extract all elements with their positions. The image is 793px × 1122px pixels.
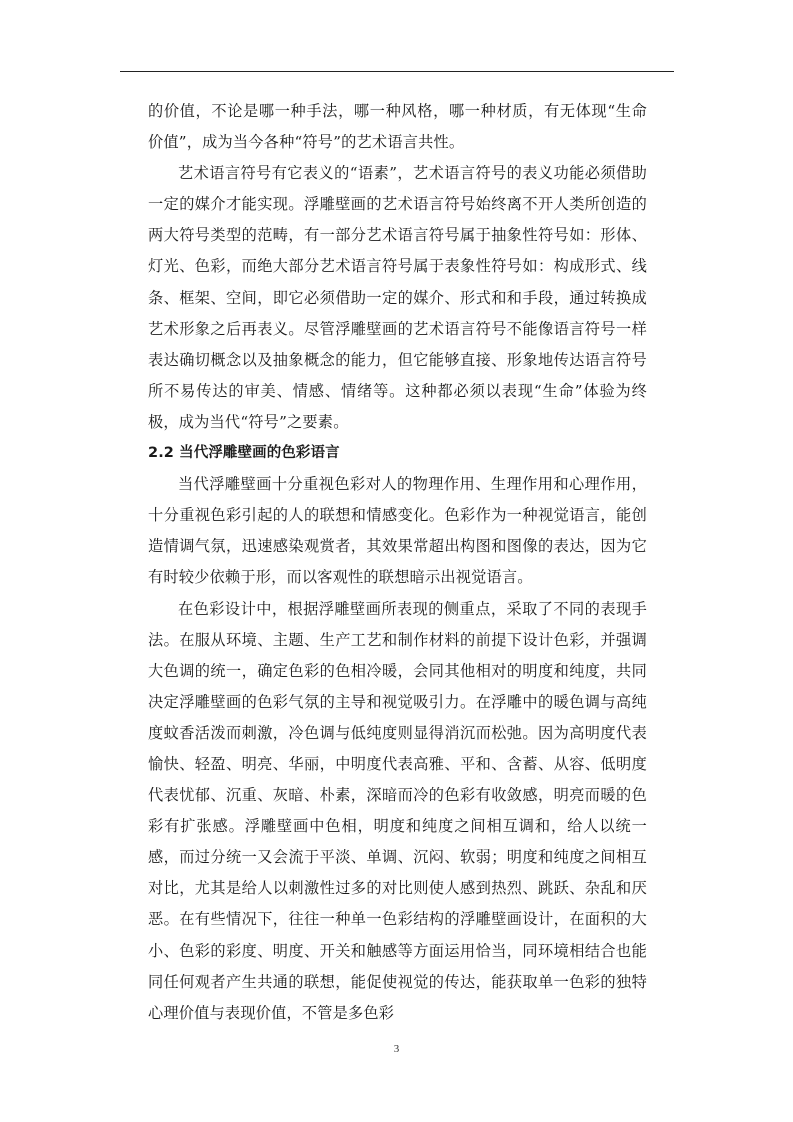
page-number: 3 (393, 1043, 400, 1055)
paragraph-color-design: 在色彩设计中，根据浮雕壁画所表现的侧重点，采取了不同的表现手法。在服从环境、主题、生产工艺和制作材料的前提下设计色彩，并强调大色调的统一，确定色彩的色相冷暖，会同其他相对的明度和纯度，共同决定浮雕壁画的色彩气氛的主导和视觉吸引力。在浮雕中的暖色调与高纯度蚊香活泼而刺激，冷色调与低纯度则显得消沉而松弛。因为高明度代表愉快、轻盈、明亮、华丽，中明度代表高雅、平和、含蓄、从容、低明度代表忧郁、沉重、灰暗、朴素，深暗而冷的色彩有收敛感，明亮而暖的色彩有扩张感。浮雕壁画中色相，明度和纯度之间相互调和，给人以统一感，而过分统一又会流于平淡、单调、沉闷、软弱；明度和纯度之间相互对比，尤其是给人以刺激性过多的对比则使人感到热烈、跳跃、杂乱和厌恶。在有些情况下，往往一种单一色彩结构的浮雕壁画设计，在面积的大小、色彩的彩度、明度、开关和触感等方面运用恰当，同环境相结合也能同任何观者产生共通的联想，能促使视觉的传达，能获取单一色彩的独特心理价值与表现价值，不管是多色彩 (148, 599, 647, 1022)
paragraph-art-language-symbols: 艺术语言符号有它表义的“语素”，艺术语言符号的表义功能必须借助一定的媒介才能实现。浮雕壁画的艺术语言符号始终离不开人类所创造的两大符号类型的范畴，有一部分艺术语言符号属于抽象性符号如：形体、灯光、色彩，而绝大部分艺术语言符号属于表象性符号如：构成形式、线条、框架、空间，即它必须借助一定的媒介、形式和和手段，通过转换成艺术形象之后再表义。尽管浮雕壁画的艺术语言符号不能像语言符号一样表达确切概念以及抽象概念的能力，但它能够直接、形象地传达语言符号所不易传达的审美、情感、情绪等。这种都必须以表现“生命”体验为终极，成为当代“符号”之要素。 (148, 164, 647, 431)
body-text (148, 96, 647, 1029)
section-heading: 2.2 当代浮雕壁画的色彩语言 (148, 445, 340, 462)
paragraph-color-importance: 当代浮雕壁画十分重视色彩对人的物理作用、生理作用和心理作用，十分重视色彩引起的人的联想和情感变化。色彩作为一种视觉语言，能创造情调气氛，迅速感染观赏者，其效果常超出构图和图像的表达，因为它有时较少依赖于形，而以客观性的联想暗示出视觉语言。 (148, 475, 647, 587)
paragraph-continuation: 的价值，不论是哪一种手法，哪一种风格，哪一种材质，有无体现“生命价值”，成为当今各种“符号”的艺术语言共性。 (148, 102, 647, 152)
header-rule (120, 71, 674, 72)
